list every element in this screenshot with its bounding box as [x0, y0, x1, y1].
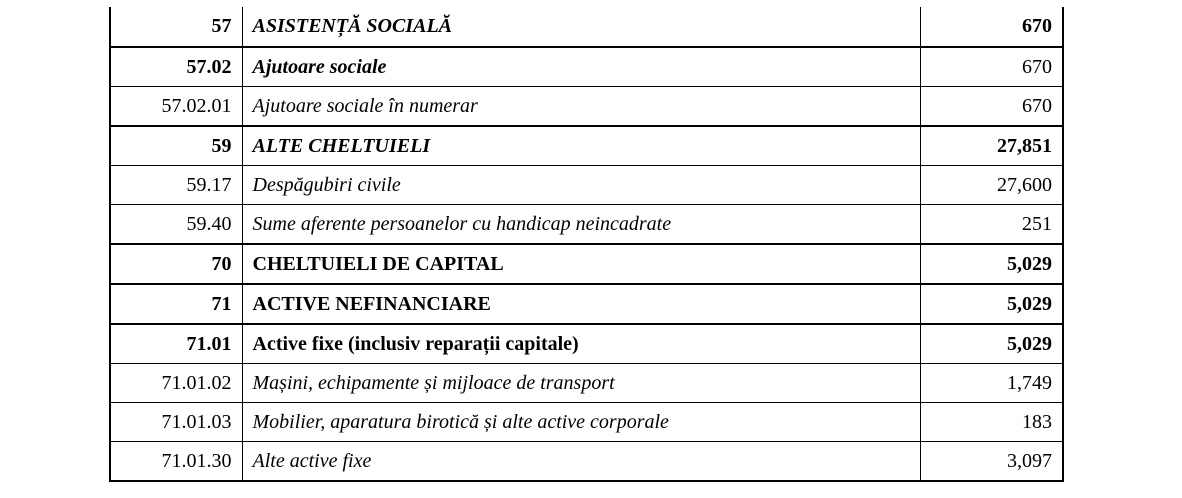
row-name: Ajutoare sociale în numerar — [242, 87, 920, 127]
row-value: 1,749 — [920, 364, 1062, 403]
row-value: 183 — [920, 403, 1062, 442]
row-code: 71.01.02 — [111, 364, 242, 403]
row-name: ACTIVE NEFINANCIARE — [242, 284, 920, 324]
row-name: Active fixe (inclusiv reparații capitale) — [242, 324, 920, 364]
row-code: 59.40 — [111, 205, 242, 245]
row-code: 71.01.30 — [111, 442, 242, 481]
row-value: 5,029 — [920, 244, 1062, 284]
table-row — [111, 244, 1062, 284]
row-name: ASISTENȚĂ SOCIALĂ — [242, 7, 920, 47]
row-value: 5,029 — [920, 284, 1062, 324]
row-value: 670 — [1022, 15, 1052, 37]
row-name: CHELTUIELI DE CAPITAL — [242, 244, 920, 284]
table-row — [111, 442, 1062, 481]
row-name: Sume aferente persoanelor cu handicap neincadrate — [242, 205, 920, 245]
table-row — [111, 364, 1062, 403]
table-row — [111, 284, 1062, 324]
row-name: Mobilier, aparatura birotică și alte active corporale — [242, 403, 920, 442]
budget-table-container — [109, 7, 1064, 482]
table-row — [111, 7, 1062, 47]
row-name: Ajutoare sociale — [242, 47, 920, 87]
row-code: 71.01.03 — [111, 403, 242, 442]
row-code: 71 — [111, 284, 242, 324]
row-name: ALTE CHELTUIELI — [242, 126, 920, 166]
table-row — [111, 403, 1062, 442]
table-row — [111, 166, 1062, 205]
row-code: 59.17 — [111, 166, 242, 205]
row-code: 57.02.01 — [111, 87, 242, 127]
row-code: 70 — [111, 244, 242, 284]
table-row — [111, 126, 1062, 166]
row-value: 27,851 — [920, 126, 1062, 166]
table-row — [111, 87, 1062, 127]
row-value: 251 — [920, 205, 1062, 245]
row-value: 670 — [920, 47, 1062, 87]
row-name: Mașini, echipamente și mijloace de transport — [242, 364, 920, 403]
row-value: 27,600 — [920, 166, 1062, 205]
row-value: 670 — [920, 87, 1062, 127]
row-code: 71.01 — [111, 324, 242, 364]
row-code: 57.02 — [111, 47, 242, 87]
row-name: Alte active fixe — [242, 442, 920, 481]
table-row — [111, 324, 1062, 364]
row-name: Despăgubiri civile — [242, 166, 920, 205]
table-row — [111, 47, 1062, 87]
table-row — [111, 205, 1062, 245]
row-value: 5,029 — [920, 324, 1062, 364]
row-code: 57 — [111, 7, 242, 47]
row-value: 3,097 — [920, 442, 1062, 481]
budget-table — [111, 7, 1062, 480]
row-code: 59 — [111, 126, 242, 166]
